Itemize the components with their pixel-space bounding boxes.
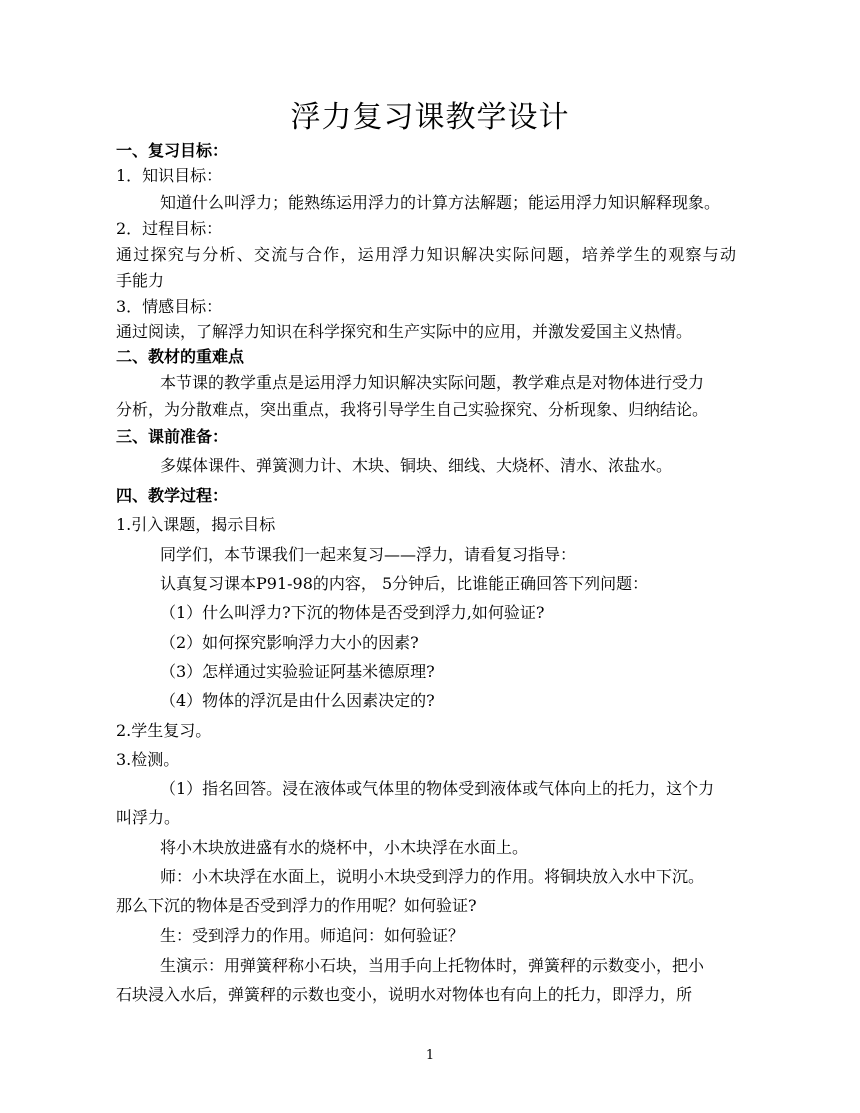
paragraph-line: 生演示：用弹簧秤称小石块，当用手向上托物体时，弹簧秤的示数变小，把小	[160, 956, 705, 975]
page-number: 1	[425, 1048, 435, 1063]
document-title: 浮力复习课教学设计	[290, 100, 570, 135]
subheading-emotion-goal: 3．情感目标：	[116, 297, 223, 316]
paragraph-line: 分析，为分散难点，突出重点，我将引导学生自己实验探究、分析现象、归纳结论。	[116, 400, 709, 419]
heading-review-goals: 一、复习目标：	[116, 141, 229, 160]
question-item: （2）如何探究影响浮力大小的因素?	[160, 633, 419, 652]
heading-teaching-process: 四、教学过程：	[116, 486, 229, 505]
heading-preparation: 三、课前准备：	[116, 427, 229, 446]
paragraph-line: 通过探究与分析、交流与合作，运用浮力知识解决实际问题，培养学生的观察与动	[116, 245, 736, 264]
question-item: （4）物体的浮沉是由什么因素决定的?	[160, 691, 435, 710]
subheading-knowledge-goal: 1．知识目标：	[116, 166, 223, 185]
paragraph-line: 将小木块放进盛有水的烧杯中，小木块浮在水面上。	[160, 838, 529, 857]
paragraph-line: 多媒体课件、弹簧测力计、木块、铜块、细线、大烧杯、清水、浓盐水。	[160, 456, 673, 475]
paragraph-line: 本节课的教学重点是运用浮力知识解决实际问题，教学难点是对物体进行受力	[160, 373, 705, 392]
step-heading: 2.学生复习。	[116, 721, 212, 740]
subheading-process-goal: 2．过程目标：	[116, 219, 223, 238]
paragraph-line: 认真复习课本P91-98的内容， 5分钟后，比谁能正确回答下列问题：	[160, 574, 649, 593]
paragraph-line: 生：受到浮力的作用。师追问：如何验证？	[160, 926, 465, 945]
paragraph-line: 叫浮力。	[116, 808, 181, 827]
step-heading: 3.检测。	[116, 750, 180, 769]
paragraph-line: （1）指名回答。浸在液体或气体里的物体受到液体或气体向上的托力，这个力	[160, 779, 715, 798]
paragraph-line: 师：小木块浮在水面上，说明小木块受到浮力的作用。将铜块放入水中下沉。	[160, 867, 705, 886]
question-item: （1）什么叫浮力?下沉的物体是否受到浮力,如何验证?	[160, 603, 545, 622]
question-item: （3）怎样通过实验验证阿基米德原理?	[160, 662, 435, 681]
heading-key-difficulties: 二、教材的重难点	[116, 347, 245, 366]
paragraph-line: 同学们，本节课我们一起来复习——浮力，请看复习指导：	[160, 545, 577, 564]
step-heading: 1.引入课题，揭示目标	[116, 515, 276, 534]
paragraph-line: 那么下沉的物体是否受到浮力的作用呢？如何验证?	[116, 896, 477, 915]
paragraph-line: 石块浸入水后，弹簧秤的示数也变小，说明水对物体也有向上的托力，即浮力，所	[116, 985, 693, 1004]
paragraph-line: 手能力	[116, 271, 165, 290]
paragraph-line: 知道什么叫浮力；能熟练运用浮力的计算方法解题；能运用浮力知识解释现象。	[160, 193, 721, 212]
paragraph-line: 通过阅读，了解浮力知识在科学探究和生产实际中的应用，并激发爱国主义热情。	[116, 322, 693, 341]
